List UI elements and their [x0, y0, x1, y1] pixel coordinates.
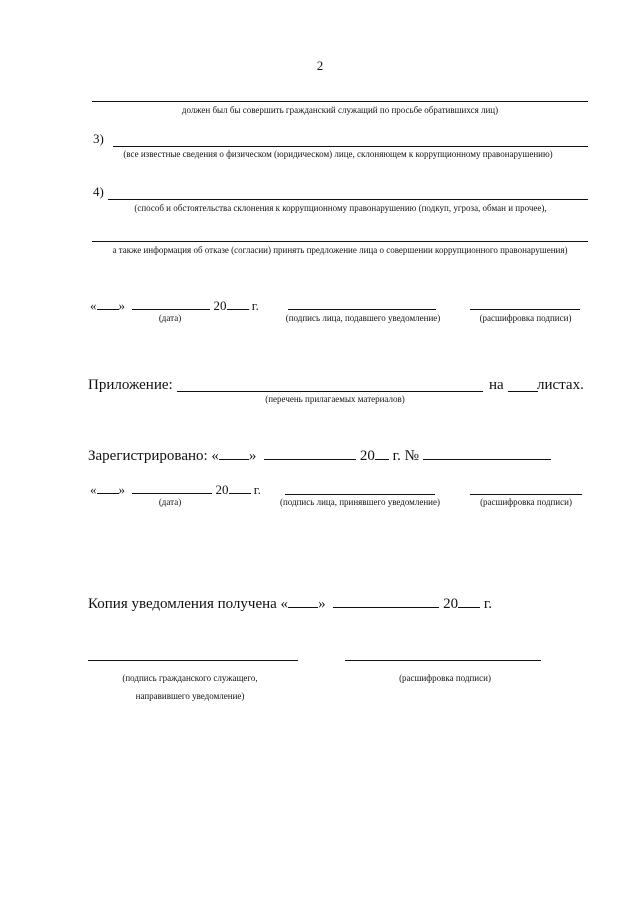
- registration-label: Зарегистрировано: «: [88, 448, 219, 464]
- sig1-quote-open: «: [90, 298, 97, 313]
- final-signature-line: [88, 660, 298, 661]
- final-decode-line: [345, 660, 541, 661]
- attachment-sheets-line: [508, 391, 538, 392]
- item4-line-2: [92, 241, 588, 242]
- sig2-decode-line: [470, 494, 582, 495]
- registration-year-suffix: г. №: [392, 448, 419, 464]
- sig2-year-prefix: 20: [215, 482, 229, 497]
- attachment-on: на: [489, 377, 504, 393]
- page-number: 2: [316, 58, 324, 73]
- sig1-decode-line: [470, 309, 580, 310]
- item3-caption: (все известные сведения о физическом (юридическом) лице, склоняющем к коррупционному правонарушению): [123, 149, 553, 159]
- sig1-year-suffix: г.: [251, 298, 259, 313]
- attachment-caption: (перечень прилагаемых материалов): [265, 394, 405, 404]
- item4-caption: (способ и обстоятельства склонения к коррупционному правонарушению (подкуп, угроза, обман и прочее),: [134, 203, 547, 213]
- item3-line: [113, 146, 588, 147]
- attachment-line: [177, 391, 483, 392]
- item4-line: [108, 199, 588, 200]
- item2-line: [92, 101, 588, 102]
- registration-year-prefix: 20: [359, 448, 375, 464]
- item3-number: 3): [93, 131, 104, 146]
- copy-received-label: Копия уведомления получена «: [88, 596, 289, 612]
- copy-received-row: [88, 594, 492, 613]
- sig1-signature-caption: (подпись лица, подавшего уведомление): [285, 313, 441, 323]
- copy-received-year-suffix: г.: [483, 596, 493, 612]
- final-left-caption-2: направившего уведомление): [135, 691, 245, 701]
- copy-received-quote-close: »: [318, 596, 326, 612]
- registration-quote-close: »: [248, 448, 257, 464]
- sig1-year-prefix: 20: [213, 298, 227, 313]
- attachment-sheets: листах.: [537, 377, 584, 393]
- sig2-quote-close: »: [118, 482, 125, 497]
- item4-number: 4): [93, 184, 104, 199]
- item2-caption: должен был бы совершить гражданский служащий по просьбе обратившихся лиц): [181, 105, 499, 115]
- sig2-signature-line: [285, 494, 435, 495]
- final-right-caption: (расшифровка подписи): [399, 673, 491, 683]
- registration-row: [88, 446, 551, 465]
- sig2-signature-caption: (подпись лица, принявшего уведомление): [279, 497, 440, 507]
- sig2-year-suffix: г.: [253, 482, 261, 497]
- sig2-decode-caption: (расшифровка подписи): [480, 497, 572, 507]
- sig2-date-caption: (дата): [158, 497, 182, 507]
- sig1-signature-line: [288, 309, 436, 310]
- final-left-caption-1: (подпись гражданского служащего,: [122, 673, 258, 683]
- sig2-quote-open: «: [90, 482, 97, 497]
- sig1-decode-caption: (расшифровка подписи): [479, 313, 572, 323]
- sig1-quote-close: »: [118, 298, 125, 313]
- attachment-label: Приложение:: [88, 377, 173, 393]
- copy-received-year-prefix: 20: [443, 596, 459, 612]
- sig1-date-caption: (дата): [158, 313, 182, 323]
- item4-caption-2: а также информация об отказе (согласии) принять предложение лица о совершении коррупционного правонарушения): [112, 245, 568, 255]
